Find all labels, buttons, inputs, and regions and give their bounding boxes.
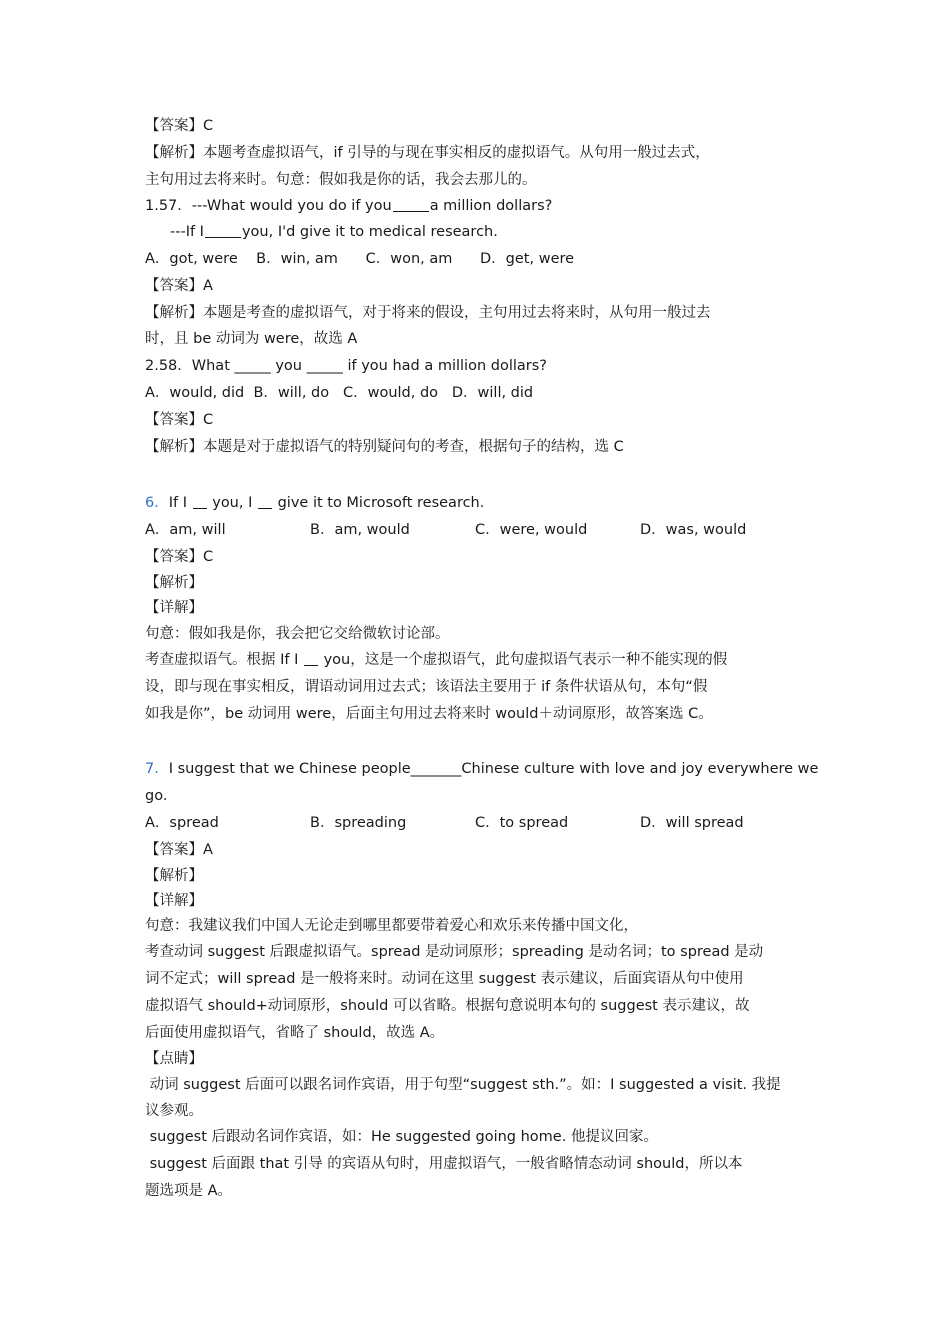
analysis-text: 主句用过去将来时。句意：假如我是你的话，我会去那儿的。 [145, 172, 537, 188]
analysis-line [145, 303, 815, 323]
answer-blank [193, 494, 207, 509]
analysis-text: 【解析】本题考查虚拟语气，if 引导的与现在事实相反的虚拟语气。从句用一般过去式， [145, 145, 710, 161]
tips-text: 题选项是 A。 [145, 1183, 233, 1199]
explanation-text: 虚拟语气 should+动词原形，should 可以省略。根据句意说明本句的 suggest 表示建议，故 [145, 998, 750, 1014]
explanation-text: 考查动词 suggest 后跟虚拟语气。spread 是动词原形；spreading 是动名词；to spread 是动 [145, 944, 764, 960]
explanation-line [145, 969, 815, 989]
option-b: B．am, would [310, 522, 410, 538]
answer-line [145, 840, 815, 860]
tips-line [145, 1154, 815, 1174]
detail-label: 【详解】 [145, 893, 203, 909]
explanation-line [145, 677, 815, 697]
question-line [145, 356, 815, 376]
analysis-line [145, 437, 815, 457]
option-d: D．will spread [640, 815, 744, 831]
explanation-text: 词不定式；will spread 是一般将来时。动词在这里 suggest 表示建议，后面宾语从句中使用 [145, 971, 744, 987]
explanation-line [145, 996, 815, 1016]
question-line [145, 786, 815, 806]
question-text: a million dollars? [429, 198, 553, 214]
question-text: 1.57．---What would you do if you [145, 198, 392, 214]
translation-line [145, 624, 815, 644]
option-b: B．spreading [310, 815, 407, 831]
tips-text: 议参观。 [145, 1103, 203, 1119]
analysis-label: 【解析】 [145, 575, 203, 591]
options-row [145, 813, 815, 833]
question-text: I suggest that we Chinese people_______Chinese culture with love and joy everywhere we [168, 761, 819, 777]
options-row [145, 520, 815, 540]
analysis-label: 【解析】 [145, 868, 203, 884]
question-number: 6． [145, 495, 169, 511]
question-line [145, 196, 815, 216]
answer-line [145, 547, 815, 567]
analysis-text: 时，且 be 动词为 were，故选 A [145, 331, 358, 347]
option-c: C．were, would [475, 522, 588, 538]
analysis-text: 【解析】本题是考查的虚拟语气，对于将来的假设，主句用过去将来时，从句用一般过去 [145, 305, 711, 321]
explanation-line [145, 1023, 815, 1043]
analysis-heading [145, 573, 815, 593]
tips-text: suggest 后面跟 that 引导 的宾语从句时，用虚拟语气，一般省略情态动词 should，所以本 [145, 1156, 743, 1172]
explanation-text: 后面使用虚拟语气，省略了 should，故选 A。 [145, 1025, 445, 1041]
answer-line [145, 276, 815, 296]
question-text: If I [168, 495, 188, 511]
tips-text: 动词 suggest 后面可以跟名词作宾语，用于句型“suggest sth.”。如：I suggested a visit. 我提 [145, 1077, 781, 1093]
question-text: you, I [212, 495, 253, 511]
analysis-text: 【解析】本题是对于虚拟语气的特别疑问句的考查，根据句子的结构，选 C [145, 439, 624, 455]
tips-line [145, 1075, 815, 1095]
explanation-line [145, 650, 815, 670]
tips-line [145, 1181, 815, 1201]
option-a: A．spread [145, 815, 219, 831]
explanation-text: you，这是一个虚拟语气，此句虚拟语气表示一种不能实现的假 [323, 652, 728, 668]
analysis-line [145, 329, 815, 349]
explanation-text: 考查虚拟语气。根据 If I [145, 652, 299, 668]
tips-label: 【点睛】 [145, 1051, 203, 1067]
analysis-line [145, 143, 815, 163]
explanation-line [145, 704, 815, 724]
explanation-text: 如我是你”，be 动词用 were，后面主句用过去将来时 would＋动词原形，故答案选 C。 [145, 706, 713, 722]
option-d: D．was, would [640, 522, 747, 538]
answer-blank [258, 494, 272, 509]
tips-line [145, 1127, 815, 1147]
explanation-line [145, 942, 815, 962]
answer-blank [205, 223, 241, 238]
options-line [145, 383, 815, 403]
question-text: you, I'd give it to medical research. [241, 224, 498, 240]
analysis-heading [145, 866, 815, 886]
option-a: A．am, will [145, 522, 226, 538]
question-text: ---If I [170, 224, 204, 240]
question-text: give it to Microsoft research. [277, 495, 485, 511]
answer-line [145, 410, 815, 430]
answer-line [145, 116, 815, 136]
translation-text: 句意：假如我是你，我会把它交给微软讨论部。 [145, 626, 450, 642]
answer-blank [393, 197, 429, 212]
analysis-line [145, 170, 815, 190]
detail-heading [145, 598, 815, 618]
question-line [170, 222, 840, 242]
answer-text: 【答案】A [145, 842, 213, 858]
answer-blank [304, 651, 318, 666]
options-text: A．got, were B．win, am C．won, am D．get, were [145, 251, 575, 267]
detail-heading [145, 891, 815, 911]
options-line [145, 249, 815, 269]
option-c: C．to spread [475, 815, 569, 831]
detail-label: 【详解】 [145, 600, 203, 616]
tips-text: suggest 后跟动名词作宾语，如：He suggested going home. 他提议回家。 [145, 1129, 658, 1145]
options-text: A．would, did B．will, do C．would, do D．will, did [145, 385, 534, 401]
question-7 [145, 759, 819, 779]
question-text: go. [145, 788, 168, 804]
question-6 [145, 493, 815, 513]
answer-text: 【答案】C [145, 549, 214, 565]
tips-line [145, 1101, 815, 1121]
answer-text: 【答案】C [145, 118, 214, 134]
translation-line [145, 916, 815, 936]
answer-text: 【答案】C [145, 412, 214, 428]
question-text: 2.58．What _____ you _____ if you had a million dollars? [145, 358, 547, 374]
question-number: 7． [145, 761, 169, 777]
explanation-text: 设，即与现在事实相反，谓语动词用过去式；该语法主要用于 if 条件状语从句，本句“假 [145, 679, 708, 695]
translation-text: 句意：我建议我们中国人无论走到哪里都要带着爱心和欢乐来传播中国文化， [145, 918, 638, 934]
tips-heading [145, 1049, 815, 1069]
answer-text: 【答案】A [145, 278, 213, 294]
